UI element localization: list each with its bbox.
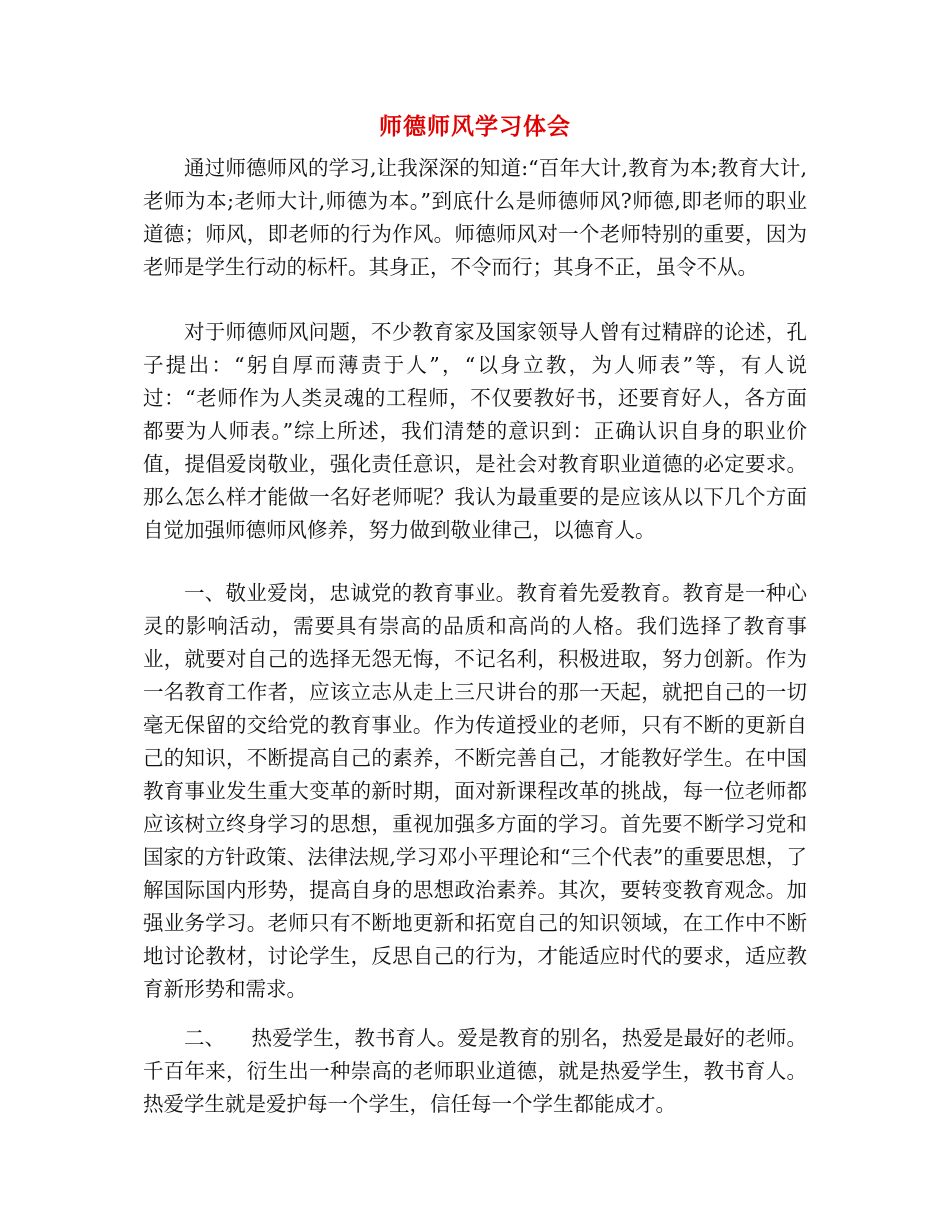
paragraph-1-block	[143, 152, 807, 284]
paragraph-3-block	[143, 577, 807, 1006]
paragraph-2-block	[143, 316, 807, 547]
document-title: 师德师风学习体会	[379, 113, 571, 140]
body-paragraph: 一、敬业爱岗，忠诚党的教育事业。教育着先爱教育。教育是一种心灵的影响活动，需要具有崇高的品质和高尚的人格。我们选择了教育事业，就要对自己的选择无怨无悔，不记名利，积极进取，努力创新。作为一名教育工作者，应该立志从走上三尺讲台的那一天起，就把自己的一切毫无保留的交给党的教育事业。作为传道授业的老师，只有不断的更新自己的知识，不断提高自己的素养，不断完善自己，才能教好学生。在中国教育事业发生重大变革的新时期，面对新课程改革的挑战，每一位老师都应该树立终身学习的思想，重视加强多方面的学习。首先要不断学习党和国家的方针政策、法律法规,学习邓小平理论和“三个代表”的重要思想，了解国际国内形势，提高自身的思想政治素养。其次，要转变教育观念。加强业务学习。老师只有不断地更新和拓宽自己的知识领域，在工作中不断地讨论教材，讨论学生，反思自己的行为，才能适应时代的要求，适应教育新形势和需求。	[143, 581, 807, 1001]
body-paragraph: 对于师德师风问题，不少教育家及国家领导人曾有过精辟的论述，孔子提出：“躬自厚而薄责于人”，“以身立教，为人师表”等，有人说过：“老师作为人类灵魂的工程师，不仅要教好书，还要育好人，各方面都要为人师表。”综上所述，我们清楚的意识到：正确认识自身的职业价值，提倡爱岗敬业，强化责任意识，是社会对教育职业道德的必定要求。那么怎么样才能做一名好老师呢？我认为最重要的是应该从以下几个方面自觉加强师德师风修养，努力做到敬业律己，以德育人。	[143, 320, 807, 542]
body-paragraph: 二、 热爱学生，教书育人。爱是教育的别名，热爱是最好的老师。千百年来，衍生出一种崇高的老师职业道德，就是热爱学生，教书育人。热爱学生就是爱护每一个学生，信任每一个学生都能成才。	[143, 1026, 807, 1116]
paragraph-4-block	[143, 1022, 807, 1121]
body-paragraph: 通过师德师风的学习,让我深深的知道:“百年大计,教育为本;教育大计,老师为本;老师大计,师德为本。”到底什么是师德师风?师德,即老师的职业道德；师风，即老师的行为作风。师德师风对一个老师特别的重要，因为老师是学生行动的标杆。其身正，不令而行；其身不正，虽令不从。	[143, 156, 807, 279]
